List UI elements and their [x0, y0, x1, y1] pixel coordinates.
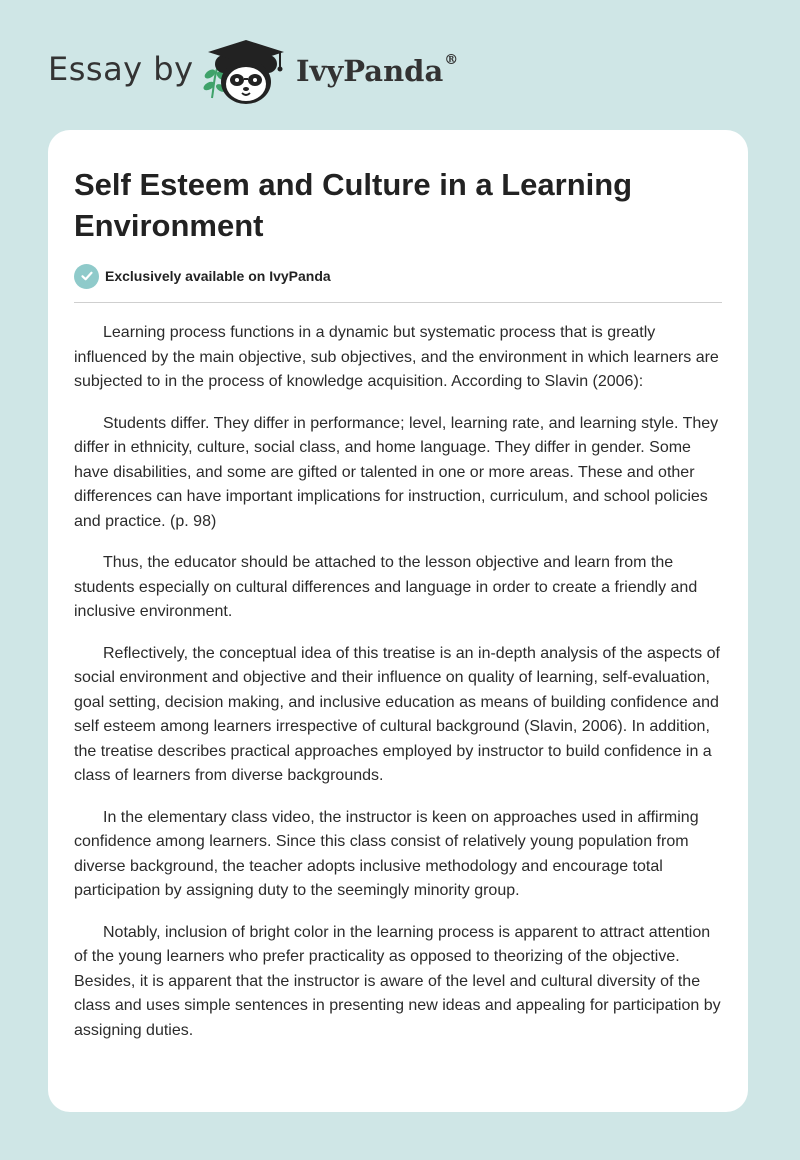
brand-prefix: Essay by	[48, 50, 194, 88]
check-circle-icon	[74, 264, 99, 289]
exclusive-badge	[74, 263, 331, 289]
paragraph: Thus, the educator should be attached to the lesson objective and learn from the students especially on cultural differences and language in order to create a friendly and inclusive environment.	[74, 554, 698, 620]
paragraph: Learning process functions in a dynamic but systematic process that is greatly influenced by the main objective, sub objectives, and the environment in which learners are subjected to in the process of knowledge acquisition. According to Slavin (2006):	[74, 324, 719, 390]
registered-mark: ®	[444, 52, 459, 68]
essay-card	[48, 130, 748, 1112]
quote-paragraph: Students differ. They differ in performance; level, learning rate, and learning style. They differ in ethnicity, culture, social class, and home language. They differ in gender. Some have disabilities, and some are gifted or talented in one or more areas. These and other differences can have important implications for instruction, curriculum, and school policies and practice. (p. 98)	[74, 414, 719, 530]
site-header	[0, 0, 800, 130]
paragraph: Notably, inclusion of bright color in the learning process is apparent to attract attention of the young learners who prefer practicality as opposed to theorizing of the objective. Besides, it is apparent that the instructor is aware of the level and cultural diversity of the class and uses simple sentences in presenting new ideas and appealing for participation by assigning duties.	[74, 923, 721, 1039]
brand-name[interactable]: IvyPanda®	[296, 52, 459, 88]
paragraph: Reflectively, the conceptual idea of this treatise is an in-depth analysis of the aspects of social environment and objective and their influence on quality of learning, self-evaluation, goal setting, decision making, and inclusive education as means of building confidence and self esteem among learners irrespective of cultural background (Slavin, 2006). In addition, the treatise describes practical approaches employed by instructor to build confidence in a class of learners from diverse backgrounds.	[74, 644, 720, 784]
badge-text: Exclusively available on IvyPanda	[105, 268, 331, 284]
divider	[74, 302, 722, 303]
panda-graduate-icon[interactable]	[200, 36, 292, 108]
essay-body	[74, 321, 726, 1060]
page-title: Self Esteem and Culture in a Learning Environment	[74, 167, 633, 243]
paragraph: In the elementary class video, the instructor is keen on approaches used in affirming confidence among learners. Since this class consist of relatively young population from diverse background, the teacher adopts inclusive methodology and encourage total participation by assigning duty to the seemingly minority group.	[74, 808, 699, 899]
